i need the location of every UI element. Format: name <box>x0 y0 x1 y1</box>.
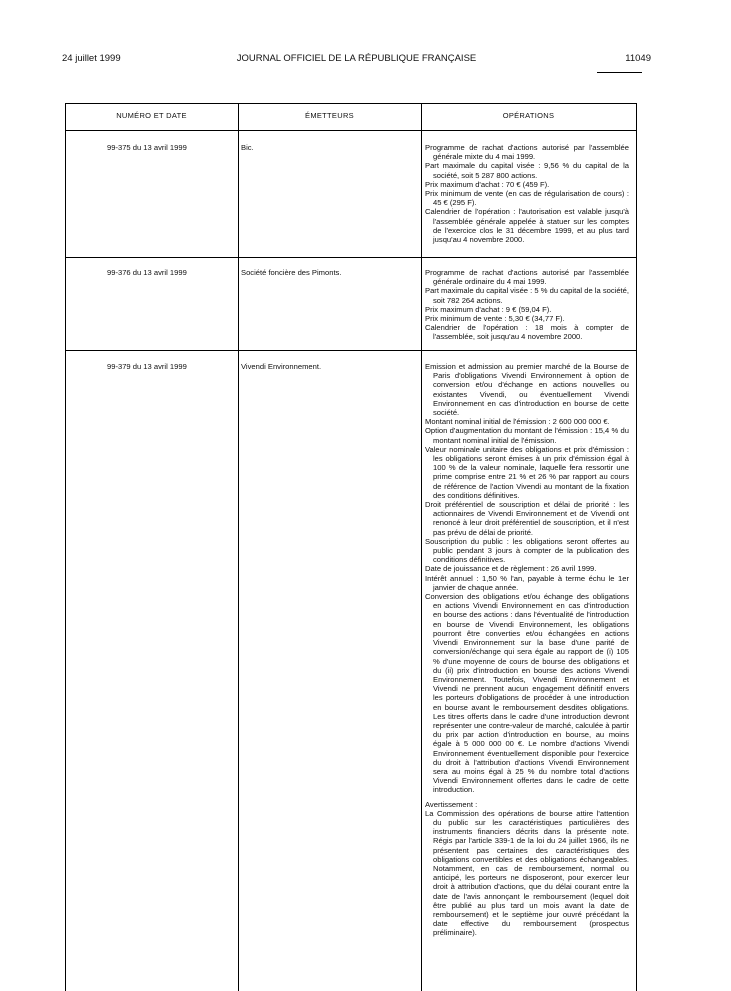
operation-entry: Programme de rachat d'actions autorisé par l'assemblée générale mixte du 4 mai 1999. <box>425 143 629 162</box>
operation-entry: Prix maximum d'achat : 70 € (459 F). <box>425 179 550 189</box>
operation-entry: Part maximale du capital visée : 9,56 % du capital de la société, soit 5 287 800 actions. <box>425 161 629 180</box>
table-border-left <box>65 104 66 991</box>
header-title: JOURNAL OFFICIEL DE LA RÉPUBLIQUE FRANÇAISE <box>236 53 477 64</box>
row-emetteur: Vivendi Environnement. <box>241 362 322 371</box>
warning-title: Avertissement : <box>425 799 478 809</box>
operations-table <box>65 103 637 991</box>
page-header <box>62 53 651 67</box>
operation-entry: Valeur nominale unitaire des obligations et prix d'émission : les obligations seront émises à un prix d'émission égal à 100 % de la valeur nominale, laquelle fera ressortir une prime comprise entre 21 % et 26 % par rapport au cours de référence de l'action Vivendi au montant de la fixation des conditions définitives. <box>425 444 629 500</box>
column-divider <box>421 104 422 991</box>
operation-entry: Conversion des obligations et/ou échange des obligations en actions Vivendi Environnement en cas d'introduction en bourse des actions : dans l'éventualité de l'introduction en bourse de Vivendi Environnement, les obligations pourront être converties et/ou échangées en actions Vivendi Environnement sur la base d'une parité de conversion/échange qui sera égale au rapport de (i) 105 % d'une moyenne de cours de bourse des obligations et du (ii) prix d'introduction en bourse des actions Vivendi Environnement. Toutefois, Vivendi Environnement et Vivendi ne prennent aucun engagement définitif envers les porteurs d'obligations de procéder à une introduction en bourse avant le remboursement desdites obligations. Les titres offerts dans le cadre d'une introduction devront représenter une contre-valeur de marché, calculée à partir du prix par action d'introduction en bourse, au moins égale à 5 000 000 00 €. Le nombre d'actions Vivendi Environnement éventuellement disponible pour l'exercice du droit à l'attribution d'actions Vivendi Environnement sera au moins égal à 25 % du nombre total d'actions Vivendi Environnement offertes dans le cadre de cette introduction. <box>425 592 629 795</box>
column-header-numero: NUMÉRO ET DATE <box>116 111 187 120</box>
operation-entry: Emission et admission au premier marché de la Bourse de Paris d'obligations Vivendi Environnement à option de conversion et/ou d'échange en actions nouvelles ou existantes Vivendi, ou éventuellement Vivendi Environnement en cas d'introduction en bourse de cette société. <box>425 362 629 418</box>
operation-entry: Prix minimum de vente : 5,30 € (34,77 F). <box>425 314 565 324</box>
operation-entry: Option d'augmentation du montant de l'émission : 15,4 % du montant nominal initial de l'émission. <box>425 426 629 445</box>
operation-entry: Part maximale du capital visée : 5 % du capital de la société, soit 782 264 actions. <box>425 286 629 305</box>
operation-entry: Calendrier de l'opération : l'autorisation est valable jusqu'à l'assemblée générale appelée à statuer sur les comptes de l'exercice clos le 31 décembre 1999, et au plus tard jusqu'au 4 novembre 2000. <box>425 207 629 245</box>
operation-entry: Calendrier de l'opération : 18 mois à compter de l'assemblée, soit jusqu'au 4 novembre 2000. <box>425 323 629 342</box>
column-header-emetteurs: ÉMETTEURS <box>305 111 354 120</box>
header-row-rule <box>65 130 637 131</box>
operation-entry: Intérêt annuel : 1,50 % l'an, payable à terme échu le 1er janvier de chaque année. <box>425 573 629 592</box>
column-divider <box>238 104 239 991</box>
row-operations <box>425 268 629 342</box>
header-rule <box>597 72 642 73</box>
row-separator <box>65 257 637 258</box>
table-border-right <box>636 104 637 991</box>
row-operations <box>425 143 629 244</box>
row-numero: 99-375 du 13 avril 1999 <box>107 143 187 152</box>
row-emetteur: Société foncière des Pimonts. <box>241 268 342 277</box>
operation-entry: Montant nominal initial de l'émission : 2 600 000 000 €. <box>425 417 610 427</box>
operation-entry: Droit préférentiel de souscription et délai de priorité : les actionnaires de Vivendi Environnement et de Vivendi ont renoncé à leur droit préférentiel de souscription, et il n'est pas prévu de délai de priorité. <box>425 500 629 537</box>
row-separator <box>65 350 637 351</box>
operation-entry: Prix maximum d'achat : 9 € (59,04 F). <box>425 304 552 314</box>
operation-entry: Date de jouissance et de règlement : 26 avril 1999. <box>425 564 597 574</box>
row-numero: 99-376 du 13 avril 1999 <box>107 268 187 277</box>
column-header-operations: OPÉRATIONS <box>502 111 555 120</box>
warning-text: La Commission des opérations de bourse attire l'attention du public sur les caractéristiques particulières des instruments financiers décrits dans la présente note. Régis par l'article 339-1 de la loi du 24 juillet 1966, ils ne présentent pas certaines des caractéristiques des obligations convertibles et des obligations échangeables. Notamment, en cas de remboursement, normal ou anticipé, les porteurs ne disposeront, pour exercer leur droit à attribution d'actions, que du délai courant entre la date de l'avis annonçant le remboursement (lequel doit être publié au plus tard un mois avant la date de remboursement) et le septième jour ouvré précédant la date effective du remboursement (prospectus préliminaire). <box>425 808 629 938</box>
row-numero: 99-379 du 13 avril 1999 <box>107 362 187 371</box>
row-emetteur: Bic. <box>241 143 254 152</box>
operation-entry: Prix minimum de vente (en cas de régularisation de cours) : 45 € (295 F). <box>425 189 629 208</box>
row-operations <box>425 362 629 938</box>
page-number: 11049 <box>625 53 651 64</box>
header-date: 24 juillet 1999 <box>62 53 121 64</box>
operation-entry: Programme de rachat d'actions autorisé par l'assemblée générale ordinaire du 4 mai 1999. <box>425 268 629 287</box>
operation-entry: Souscription du public : les obligations seront offertes au public pendant 3 jours à compter de la publication des conditions définitives. <box>425 536 629 565</box>
